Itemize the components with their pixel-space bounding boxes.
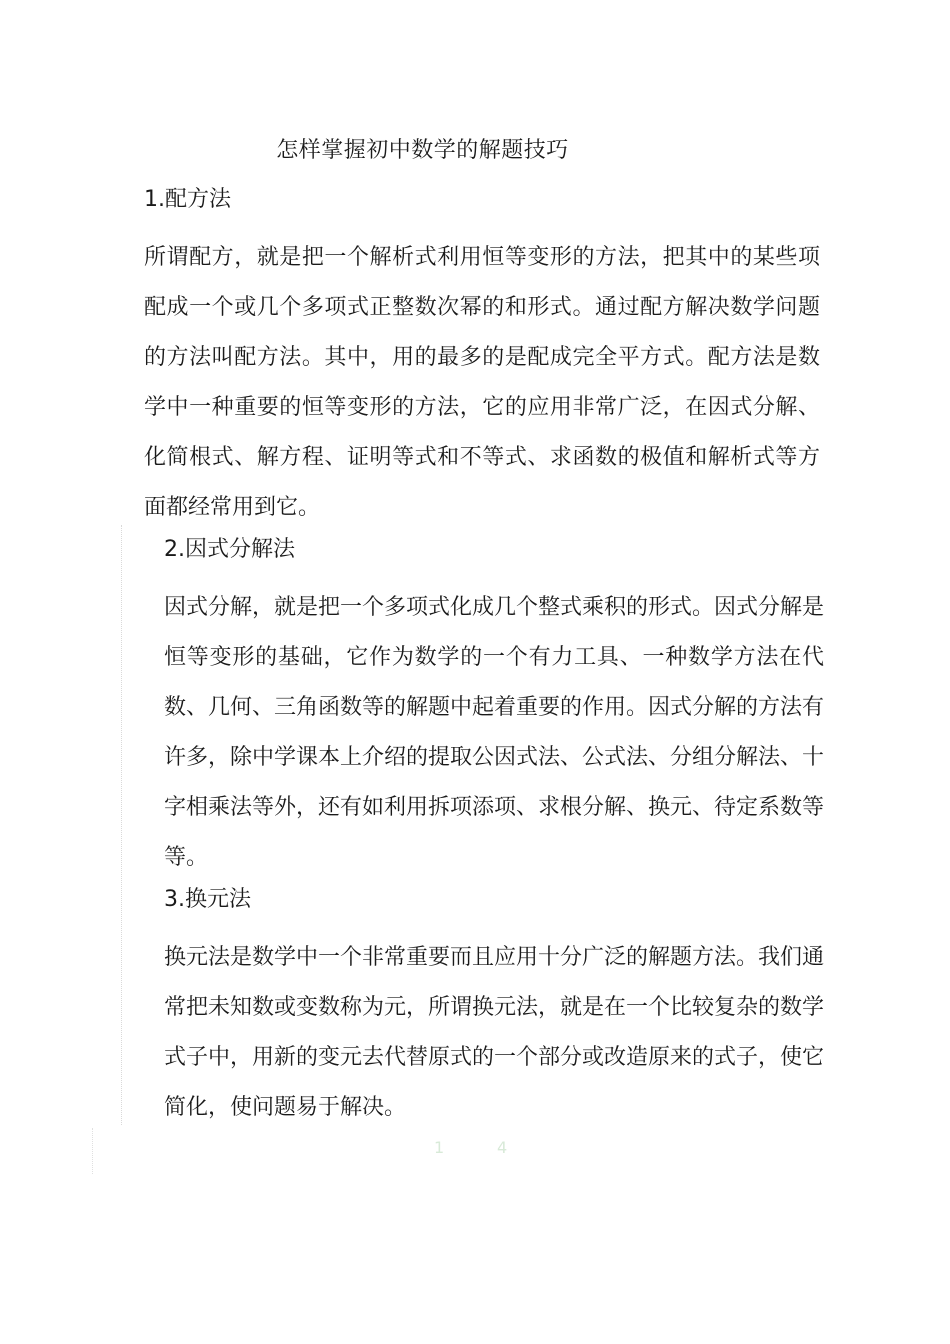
margin-guide-line <box>121 525 122 1125</box>
section-completing-square <box>144 183 820 533</box>
section-body: 换元法是数学中一个非常重要而且应用十分广泛的解题方法。我们通常把未知数或变数称为元，所谓换元法，就是在一个比较复杂的数学式子中，用新的变元去代替原式的一个部分或改造原来的式子，使它简化，使问题易于解决。 <box>164 945 825 1120</box>
section-factorization <box>164 533 824 883</box>
section-heading: 2.因式分解法 <box>164 537 295 562</box>
page-number-total: 4 <box>497 1138 508 1157</box>
section-body: 因式分解，就是把一个多项式化成几个整式乘积的形式。因式分解是恒等变形的基础，它作为数学的一个有力工具、一种数学方法在代数、几何、三角函数等的解题中起着重要的作用。因式分解的方法有许多，除中学课本上介绍的提取公因式法、公式法、分组分解法、十字相乘法等外，还有如利用拆项添项、求根分解、换元、待定系数等等。 <box>164 595 825 870</box>
section-body: 所谓配方，就是把一个解析式利用恒等变形的方法，把其中的某些项配成一个或几个多项式正整数次幂的和形式。通过配方解决数学问题的方法叫配方法。其中，用的最多的是配成完全平方式。配方法是数学中一种重要的恒等变形的方法，它的应用非常广泛，在因式分解、化简根式、解方程、证明等式和不等式、求函数的极值和解析式等方面都经常用到它。 <box>144 245 820 520</box>
section-substitution <box>164 883 824 1133</box>
margin-guide-line <box>92 1128 93 1174</box>
section-heading: 3.换元法 <box>164 887 251 912</box>
section-heading: 1.配方法 <box>144 187 231 212</box>
page-number-current: 1 <box>434 1138 445 1157</box>
document-title: 怎样掌握初中数学的解题技巧 <box>276 138 569 163</box>
